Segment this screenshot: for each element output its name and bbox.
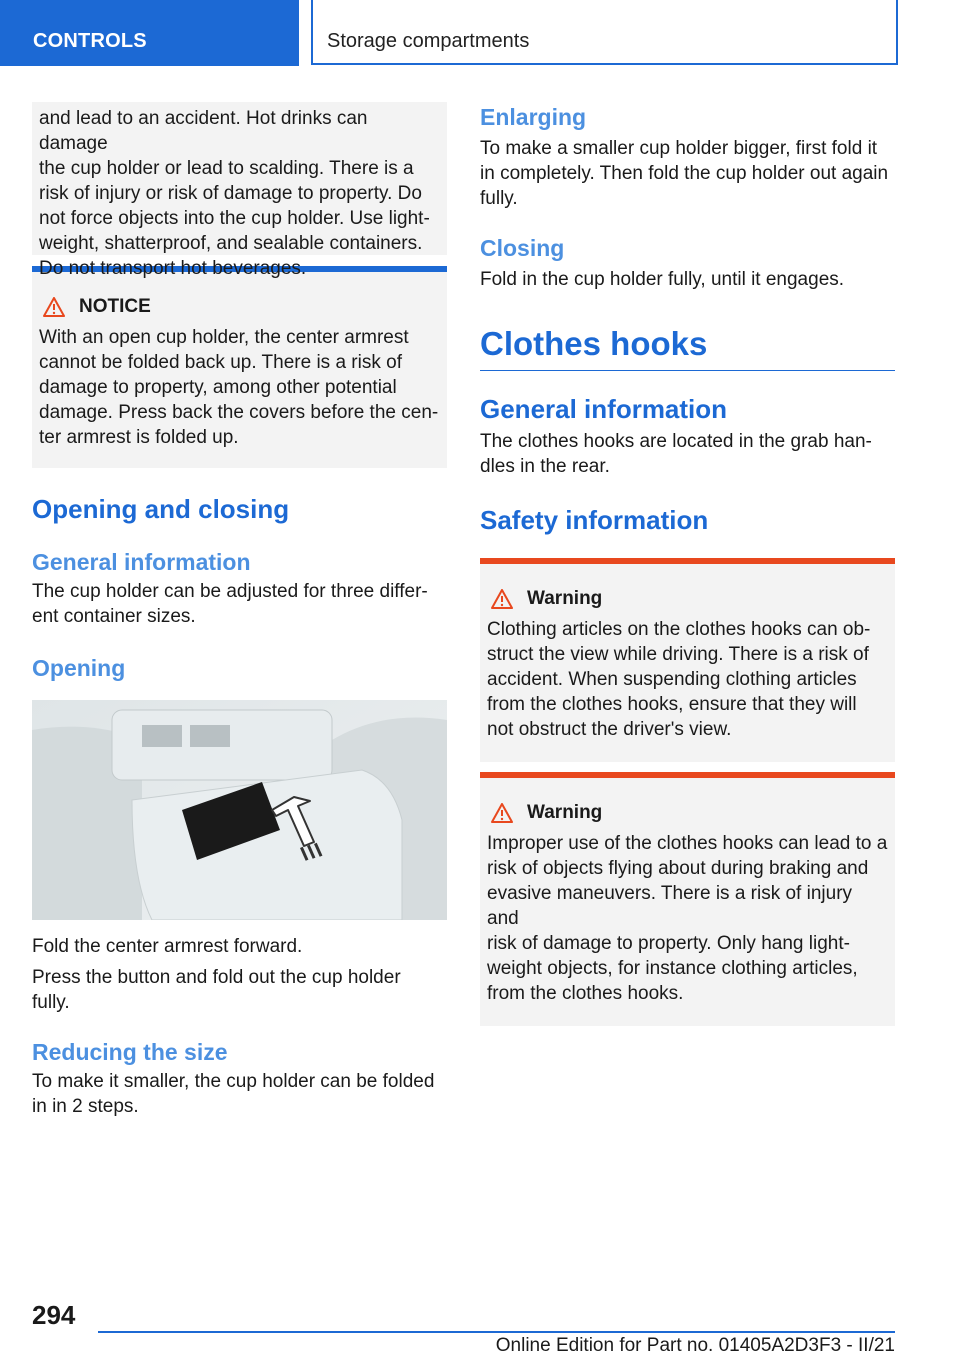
warning-title-row	[487, 586, 888, 611]
warning-triangle-icon	[43, 297, 65, 317]
warning-title: Warning	[527, 802, 603, 823]
heading-opening: Opening	[32, 655, 126, 681]
text-line: Press the button and fold out the cup holder	[32, 967, 401, 988]
footer-rule	[98, 1331, 895, 1333]
text-line: dles in the rear.	[480, 456, 610, 477]
text-line: risk of objects flying about during braking and	[487, 858, 869, 879]
text-line: To make it smaller, the cup holder can be folded	[32, 1071, 435, 1092]
text-line: not force objects into the cup holder. Use light-	[39, 208, 430, 229]
text-line: cannot be folded back up. There is a risk of	[39, 352, 402, 373]
header-chapter-label: Storage compartments	[327, 30, 530, 52]
warning-triangle-icon	[491, 589, 513, 609]
text-line: Do not transport hot beverages.	[39, 258, 307, 279]
right-column	[480, 102, 895, 1026]
text-line: The clothes hooks are located in the grab han-	[480, 431, 872, 452]
text-line: To make a smaller cup holder bigger, first fold it	[480, 138, 878, 159]
heading-opening-closing: Opening and closing	[32, 494, 290, 524]
warning-title: Warning	[527, 588, 603, 609]
header-section-tab[interactable]	[0, 0, 299, 66]
text-line: in in 2 steps.	[32, 1096, 139, 1117]
text-line: not obstruct the driver's view.	[487, 719, 732, 740]
text-line: evasive maneuvers. There is a risk of injury and	[487, 883, 853, 929]
warning-box-1	[480, 558, 895, 762]
text-line: Clothing articles on the clothes hooks can ob-	[487, 619, 871, 640]
text-line: With an open cup holder, the center armrest	[39, 327, 409, 348]
text-line: risk of injury or risk of damage to property. Do	[39, 183, 422, 204]
text-line: in completely. Then fold the cup holder out again	[480, 163, 889, 184]
text-line: the cup holder or lead to scalding. There is a	[39, 158, 414, 179]
text-line: ent container sizes.	[32, 606, 196, 627]
text-line: The cup holder can be adjusted for three differ-	[32, 581, 428, 602]
text-line: fully.	[480, 188, 518, 209]
text-line: from the clothes hooks.	[487, 983, 684, 1004]
warning-box-2	[480, 772, 895, 1026]
text-line: weight objects, for instance clothing articles,	[487, 958, 858, 979]
heading-safety-information: Safety information	[480, 505, 709, 535]
warning-title-row	[487, 800, 888, 825]
heading-enlarging: Enlarging	[480, 104, 587, 130]
warning-continuation-box	[32, 102, 447, 279]
heading-closing: Closing	[480, 235, 565, 261]
text-line: Fold the center armrest forward.	[32, 936, 303, 957]
left-column	[32, 102, 447, 1119]
text-line: Improper use of the clothes hooks can lead to a	[487, 833, 888, 854]
heading-general-information: General information	[480, 394, 728, 424]
text-line: accident. When suspending clothing articles	[487, 669, 857, 690]
text-line: fully.	[32, 992, 70, 1013]
text-line: Fold in the cup holder fully, until it engages.	[480, 269, 845, 290]
text-line: damage to property, among other potential	[39, 377, 397, 398]
page-number: 294	[32, 1300, 76, 1330]
text-line: from the clothes hooks, ensure that they will	[487, 694, 857, 715]
text-line: damage. Press back the covers before the cen-	[39, 402, 439, 423]
text-line: weight, shatterproof, and sealable containers.	[39, 233, 423, 254]
edition-text: Online Edition for Part no. 01405A2D3F3 - II/21	[495, 1335, 895, 1356]
armrest-cup-holder-image	[32, 700, 447, 920]
text-line: and lead to an accident. Hot drinks can damage	[39, 108, 368, 154]
text-line: ter armrest is folded up.	[39, 427, 239, 448]
warning-triangle-icon	[491, 803, 513, 823]
heading-general-information: General information	[32, 549, 251, 575]
header-section-label: CONTROLS	[33, 30, 147, 52]
text-line: struct the view while driving. There is a risk of	[487, 644, 869, 665]
text-line: risk of damage to property. Only hang light-	[487, 933, 850, 954]
heading-reducing-size: Reducing the size	[32, 1039, 228, 1065]
notice-box	[32, 266, 447, 468]
heading-clothes-hooks: Clothes hooks	[480, 325, 708, 362]
header-chapter-tab[interactable]	[311, 0, 898, 65]
notice-title: NOTICE	[79, 296, 151, 317]
notice-title-row	[39, 294, 440, 319]
